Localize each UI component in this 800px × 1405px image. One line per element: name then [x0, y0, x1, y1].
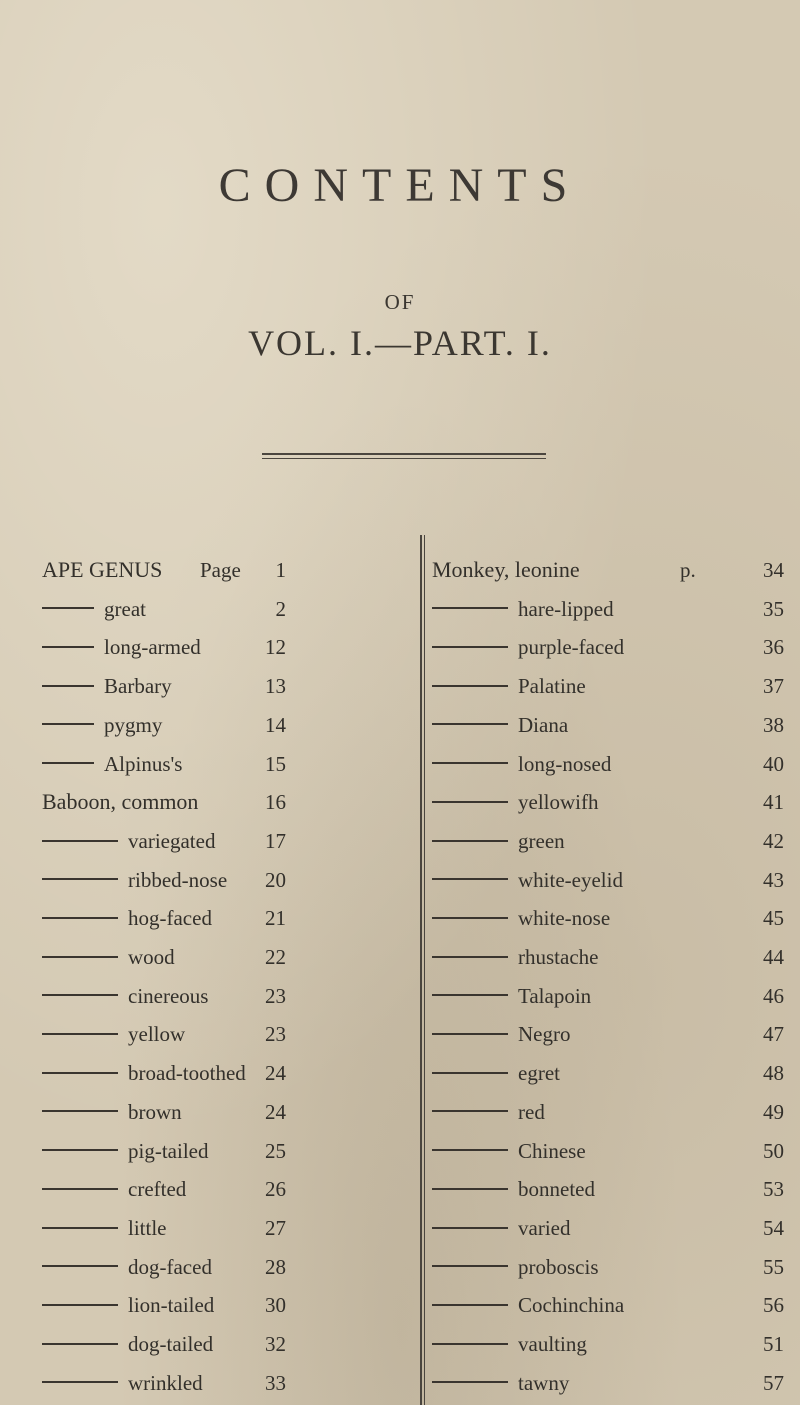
left-entry: [42, 1363, 203, 1403]
right-entry: [432, 589, 614, 629]
entry-page-number: 1: [275, 558, 286, 582]
volume-heading: VOL. I.—PART. I.: [248, 323, 552, 363]
entry-page-number: 2: [275, 596, 286, 621]
contents-heading: CONTENTS: [218, 159, 582, 212]
entry-page-number: 14: [265, 712, 286, 737]
right-entry: [432, 976, 591, 1016]
entry-label: yellowifh: [518, 790, 599, 815]
left-entry: [42, 705, 162, 745]
entry-label: yellow: [128, 1022, 186, 1047]
leader-dash: [42, 1227, 118, 1230]
entry-label: Chinese: [518, 1138, 586, 1163]
entry-label: hare-lipped: [518, 596, 614, 621]
right-entry: [432, 821, 565, 861]
entry-label: hog-faced: [128, 906, 212, 931]
entry-page-number: 38: [763, 712, 784, 737]
left-entry: [42, 782, 198, 822]
entry-label: varied: [518, 1215, 571, 1240]
leader-dash: [42, 1343, 118, 1346]
entry-page-number: 40: [763, 751, 784, 776]
entry-page-number: 25: [265, 1138, 286, 1163]
entry-page-number: 34: [763, 558, 784, 582]
entry-label: egret: [518, 1061, 560, 1086]
right-entry: [432, 937, 598, 977]
of-line: OF: [384, 290, 416, 314]
left-entry: [42, 1208, 167, 1248]
entry-page-number: 32: [265, 1332, 286, 1356]
left-entry: [42, 1247, 212, 1287]
entry-page-number: 44: [763, 945, 784, 969]
entry-label: Baboon, common: [42, 789, 199, 815]
entry-page-number: 57: [763, 1370, 784, 1395]
left-entry: [42, 1324, 213, 1364]
right-entry: [432, 860, 623, 900]
left-entry: [42, 1092, 182, 1132]
entry-page-number: 26: [265, 1177, 286, 1202]
entry-page-number: 41: [763, 790, 784, 815]
page-label-right: p.: [680, 558, 696, 582]
leader-dash: [432, 1227, 508, 1230]
entry-label: red: [518, 1099, 545, 1124]
right-entry: [432, 1324, 587, 1364]
entry-page-number: 50: [763, 1138, 784, 1163]
leader-dash: [42, 840, 118, 843]
entry-label: ribbed-nose: [128, 867, 228, 892]
leader-dash: [432, 685, 508, 688]
entry-label: bonneted: [518, 1177, 595, 1202]
entry-page-number: 16: [265, 790, 286, 815]
entry-page-number: 30: [265, 1293, 286, 1318]
entry-label: white-eyelid: [518, 867, 623, 892]
entry-page-number: 27: [265, 1215, 286, 1240]
left-entry: [42, 589, 146, 629]
entry-page-number: 23: [265, 1022, 286, 1047]
right-entry: [432, 705, 568, 745]
entry-page-number: 46: [763, 983, 784, 1008]
entry-label: Alpinus's: [104, 751, 183, 776]
entry-label: purple-faced: [518, 635, 625, 660]
leader-dash: [432, 1072, 508, 1075]
leader-dash: [432, 840, 508, 843]
entry-label: pig-tailed: [128, 1138, 209, 1163]
entry-page-number: 33: [265, 1370, 286, 1395]
leader-dash: [42, 1110, 118, 1113]
entry-label: great: [104, 596, 146, 621]
entry-label: APE GENUS: [42, 557, 163, 582]
entry-label: wood: [128, 945, 175, 969]
entry-label: Palatine: [518, 674, 586, 699]
right-entry: [432, 1169, 595, 1209]
entry-page-number: 43: [763, 867, 784, 892]
left-entry: [42, 1131, 208, 1171]
entry-label: white-nose: [518, 906, 611, 931]
entry-label: dog-tailed: [128, 1332, 214, 1356]
leader-dash: [42, 956, 118, 959]
left-entry: [42, 898, 212, 938]
right-entry: [432, 1131, 586, 1171]
leader-dash: [432, 1381, 508, 1384]
entry-label: cinereous: [128, 983, 209, 1008]
leader-dash: [42, 1072, 118, 1075]
entry-page-number: 21: [265, 906, 286, 931]
entry-label: lion-tailed: [128, 1293, 215, 1318]
left-entry: [42, 666, 172, 706]
left-entry: [42, 1053, 246, 1093]
entry-label: green: [518, 828, 565, 853]
leader-dash: [432, 723, 508, 726]
right-entry: [432, 1092, 545, 1132]
entry-page-number: 13: [265, 674, 286, 699]
entry-label: wrinkled: [128, 1370, 203, 1395]
leader-dash: [42, 1265, 118, 1268]
left-entry: [42, 976, 208, 1016]
left-entry: [42, 1169, 186, 1209]
left-entry: [42, 937, 175, 977]
entry-label: proboscis: [518, 1254, 599, 1279]
right-entry: [432, 666, 586, 706]
leader-dash: [42, 1033, 118, 1036]
right-entry: [432, 1208, 570, 1248]
entry-page-number: 48: [763, 1061, 784, 1086]
leader-dash: [432, 801, 508, 804]
entry-page-number: 23: [265, 983, 286, 1008]
entry-page-number: 54: [763, 1215, 784, 1240]
entry-label: Negro: [518, 1022, 571, 1047]
leader-dash: [432, 878, 508, 881]
entry-page-number: 51: [763, 1332, 784, 1356]
left-entry: [42, 744, 182, 784]
entry-page-number: 36: [763, 635, 784, 660]
right-entry: [432, 1247, 599, 1287]
leader-dash: [432, 607, 508, 610]
leader-dash: [432, 1304, 508, 1307]
page-label-left: Page: [200, 558, 241, 582]
entry-page-number: 42: [763, 828, 784, 853]
leader-dash: [42, 762, 94, 765]
leader-dash: [42, 1149, 118, 1152]
leader-dash: [432, 1149, 508, 1152]
right-entry: [432, 744, 611, 784]
entry-label: long-nosed: [518, 751, 612, 776]
left-entry: [42, 860, 227, 900]
leader-dash: [432, 1343, 508, 1346]
right-entry: [432, 898, 610, 938]
entry-page-number: 20: [265, 867, 286, 892]
leader-dash: [432, 1188, 508, 1191]
leader-dash: [432, 1110, 508, 1113]
entry-label: vaulting: [518, 1332, 587, 1356]
entry-page-number: 45: [763, 906, 784, 931]
left-entry: [42, 1014, 185, 1054]
right-entry: [432, 1014, 570, 1054]
entry-label: Talapoin: [518, 983, 592, 1008]
right-entry: [432, 550, 580, 590]
leader-dash: [42, 607, 94, 610]
leader-dash: [42, 1381, 118, 1384]
entry-label: Cochinchina: [518, 1293, 625, 1318]
entry-page-number: 24: [265, 1099, 286, 1124]
leader-dash: [432, 1033, 508, 1036]
right-entry: [432, 1363, 569, 1403]
leader-dash: [42, 1188, 118, 1191]
entry-page-number: 35: [763, 596, 784, 621]
entry-page-number: 15: [265, 751, 286, 776]
entry-page-number: 56: [763, 1293, 784, 1318]
right-entry: [432, 1053, 560, 1093]
entry-page-number: 55: [763, 1254, 784, 1279]
entry-page-number: 22: [265, 945, 286, 969]
leader-dash: [432, 762, 508, 765]
entry-label: little: [128, 1215, 167, 1240]
right-entry: [432, 627, 624, 667]
entry-page-number: 47: [763, 1022, 784, 1047]
entry-page-number: 24: [265, 1061, 286, 1086]
leader-dash: [432, 994, 508, 997]
leader-dash: [42, 1304, 118, 1307]
leader-dash: [432, 956, 508, 959]
leader-dash: [42, 878, 118, 881]
right-entry: [432, 1285, 624, 1325]
entry-page-number: 12: [265, 635, 286, 660]
entry-label: Diana: [518, 712, 569, 737]
left-entry: [42, 1285, 214, 1325]
right-entry: [432, 782, 598, 822]
entry-label: rhustache: [518, 945, 599, 969]
leader-dash: [432, 646, 508, 649]
entry-label: Barbary: [104, 674, 172, 699]
entry-page-number: 49: [763, 1099, 784, 1124]
entry-label: tawny: [518, 1370, 570, 1395]
column-divider: [420, 535, 425, 1405]
entry-label: dog-faced: [128, 1254, 212, 1279]
entry-label: long-armed: [104, 635, 201, 660]
entry-label: brown: [128, 1099, 182, 1124]
entry-label: pygmy: [104, 712, 163, 737]
entry-label: crefted: [128, 1177, 187, 1202]
leader-dash: [42, 646, 94, 649]
entry-label: variegated: [128, 828, 216, 853]
entry-label: broad-toothed: [128, 1061, 246, 1086]
leader-dash: [42, 685, 94, 688]
heading-rule: [262, 453, 546, 459]
left-entry: [42, 821, 215, 861]
leader-dash: [42, 994, 118, 997]
entry-page-number: 37: [763, 674, 784, 699]
leader-dash: [432, 917, 508, 920]
leader-dash: [42, 917, 118, 920]
leader-dash: [42, 723, 94, 726]
entry-page-number: 28: [265, 1254, 286, 1279]
left-entry: [42, 627, 201, 667]
left-entry: [42, 550, 162, 590]
entry-label: Monkey, leonine: [432, 557, 580, 582]
entry-page-number: 53: [763, 1177, 784, 1202]
entry-page-number: 17: [265, 828, 286, 853]
leader-dash: [432, 1265, 508, 1268]
